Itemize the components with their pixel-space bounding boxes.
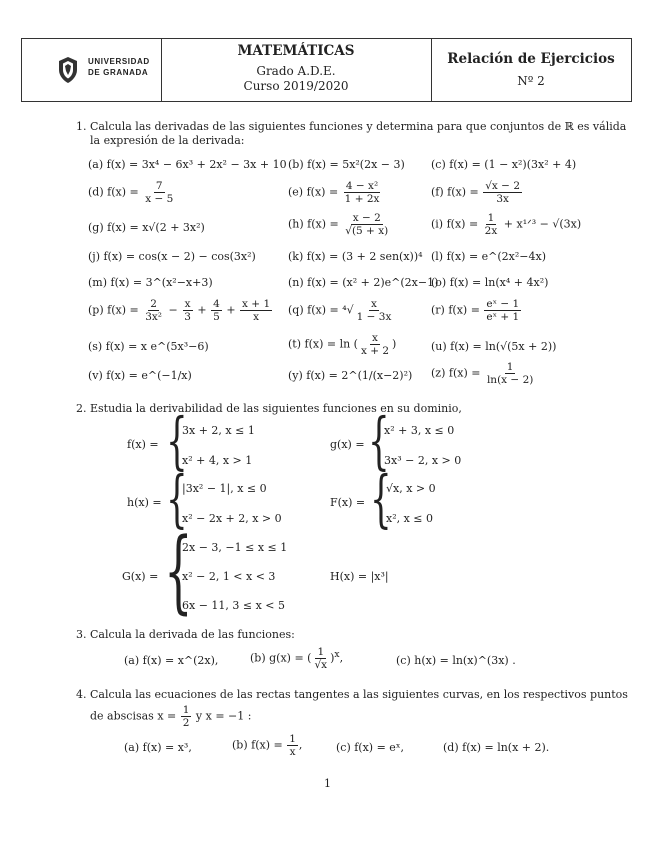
q1-item-e: (e) f(x) = $\frac{\text{4 − x²}}{1 + 2x}$: [288, 180, 380, 205]
q1-item-f: (f) f(x) = $\frac{√x - 2}{3x}$: [431, 180, 521, 205]
q4-statement-line2: de abscisas x = $\frac{1}{2}$ y x = −1 :: [90, 704, 252, 729]
q3-item-b: (b) g(x) = ( $\frac{1}{√x}$ )$^x$,: [250, 646, 344, 671]
header-divider: [431, 39, 432, 101]
q1-item-b: (b) f(x) = 5x²(2x − 3): [288, 158, 405, 171]
q4-item-b: (b) f(x) = $\frac{1}{x}$ ,: [232, 733, 303, 758]
q2-F-name: F(x) =: [330, 496, 366, 509]
q2-H-function: H(x) = |x³|: [330, 570, 389, 583]
q2-f-case1: 3x + 2, x ≤ 1: [182, 424, 255, 437]
q2-h-case1: |3x² − 1|, x ≤ 0: [182, 482, 267, 495]
q1-item-c: (c) f(x) = (1 − x²)(3x² + 4): [431, 158, 577, 171]
q2-h-brace: {: [166, 462, 188, 535]
q1-item-i: (i) f(x) = $\frac{1}{2x}$ + x¹ᐟ³ − √(3x): [431, 212, 582, 237]
q1-item-r: (r) f(x) = $\frac{\text{eˣ − 1}}{\text{eˣ + 1}}$: [431, 298, 520, 323]
q2-F-brace: {: [370, 462, 392, 535]
q1-item-z: (z) f(x) = $\frac{1}{\ln(x - 2)}$: [431, 361, 534, 386]
q1-item-g: (g) f(x) = x√(2 + 3x²): [88, 221, 205, 234]
q1-item-j: (j) f(x) = cos(x − 2) − cos(3x²): [88, 250, 256, 263]
q1-item-k: (k) f(x) = (3 + 2 sen(x))⁴: [288, 250, 423, 263]
subject-title: MATEMÁTICAS: [237, 43, 355, 59]
q2-h-case2: x² − 2x + 2, x > 0: [182, 512, 282, 525]
q2-g-brace: {: [368, 404, 390, 477]
q2-g-name: g(x) =: [330, 438, 365, 451]
sheet-title: Relación de Ejercicios: [447, 51, 615, 67]
q1-item-v: (v) f(x) = e^(−1/x): [88, 369, 192, 382]
q1-statement-line1: 1. Calcula las derivadas de las siguientes funciones y determina para que conjuntos de ℝ es válida: [76, 120, 627, 133]
q2-G-name: G(x) =: [122, 570, 159, 583]
q2-g-case2: 3x³ − 2, x > 0: [384, 454, 462, 467]
q2-f-case2: x² + 4, x > 1: [182, 454, 253, 467]
q4-item-d: (d) f(x) = ln(x + 2).: [443, 741, 550, 754]
q1-item-y: (y) f(x) = 2^(1/(x−2)²): [288, 369, 413, 382]
q1-item-p: (p) f(x) = $\frac{2}{\text{3x²}}$ − $\frac{x}{3}$ + $\frac{4}{5}$ + $\frac{x + 1}{x}$: [88, 298, 271, 323]
q3-item-a: (a) f(x) = x^(2x),: [124, 654, 219, 667]
q4-item-c: (c) f(x) = eˣ,: [336, 741, 404, 754]
q2-h-name: h(x) =: [127, 496, 162, 509]
q4-item-a: (a) f(x) = x³,: [124, 741, 192, 754]
q1-item-n: (n) f(x) = (x² + 2)e^(2x−1): [288, 276, 439, 289]
q1-item-m: (m) f(x) = 3^(x²−x+3): [88, 276, 213, 289]
degree-label: Grado A.D.E.: [256, 64, 336, 78]
university-crest-icon: [56, 56, 80, 88]
page-number: 1: [324, 777, 331, 790]
q1-item-o: (o) f(x) = ln(x⁴ + 4x²): [431, 276, 549, 289]
q2-g-case1: x² + 3, x ≤ 0: [384, 424, 455, 437]
q2-G-case2: x² − 2, 1 < x < 3: [182, 570, 276, 583]
university-name-line1: UNIVERSIDAD: [88, 57, 150, 66]
q2-G-case1: 2x − 3, −1 ≤ x ≤ 1: [182, 541, 288, 554]
q1-item-u: (u) f(x) = ln(√(5x + 2)): [431, 340, 557, 353]
q2-G-brace: {: [164, 519, 193, 624]
q1-item-s: (s) f(x) = x e^(5x³−6): [88, 340, 209, 353]
q1-item-d: (d) f(x) = $\frac{7}{x - 5}$: [88, 180, 174, 205]
q3-item-c: (c) h(x) = ln(x)^(3x) .: [396, 654, 516, 667]
q4-statement-line1: 4. Calcula las ecuaciones de las rectas tangentes a las siguientes curvas, en los respectivos puntos: [76, 688, 628, 701]
q1-item-q: (q) f(x) = ⁴√ $\frac{x}{1 - 3x}$: [288, 298, 392, 323]
q1-item-t: (t) f(x) = ln ( $\frac{x}{x + 2}$ ): [288, 332, 397, 357]
q2-f-name: f(x) =: [127, 438, 159, 451]
course-year: Curso 2019/2020: [243, 79, 349, 93]
q2-F-case1: √x, x > 0: [386, 482, 436, 495]
q1-statement-line2: la expresión de la derivada:: [90, 134, 245, 147]
q2-G-case3: 6x − 11, 3 ≤ x < 5: [182, 599, 286, 612]
sheet-number: Nº 2: [517, 74, 545, 88]
q1-item-h: (h) f(x) = $\frac{x - 2}{√(5 + x)}$: [288, 212, 389, 237]
q2-statement: 2. Estudia la derivabilidad de las siguientes funciones en su dominio,: [76, 402, 462, 415]
q1-item-a: (a) f(x) = 3x⁴ − 6x³ + 2x² − 3x + 10: [88, 158, 287, 171]
q3-statement: 3. Calcula la derivada de las funciones:: [76, 628, 295, 641]
q1-item-l: (l) f(x) = e^(2x²−4x): [431, 250, 547, 263]
q2-F-case2: x², x ≤ 0: [386, 512, 434, 525]
university-name-line2: DE GRANADA: [88, 68, 149, 77]
q2-f-brace: {: [166, 404, 188, 477]
header-box: [21, 38, 632, 102]
